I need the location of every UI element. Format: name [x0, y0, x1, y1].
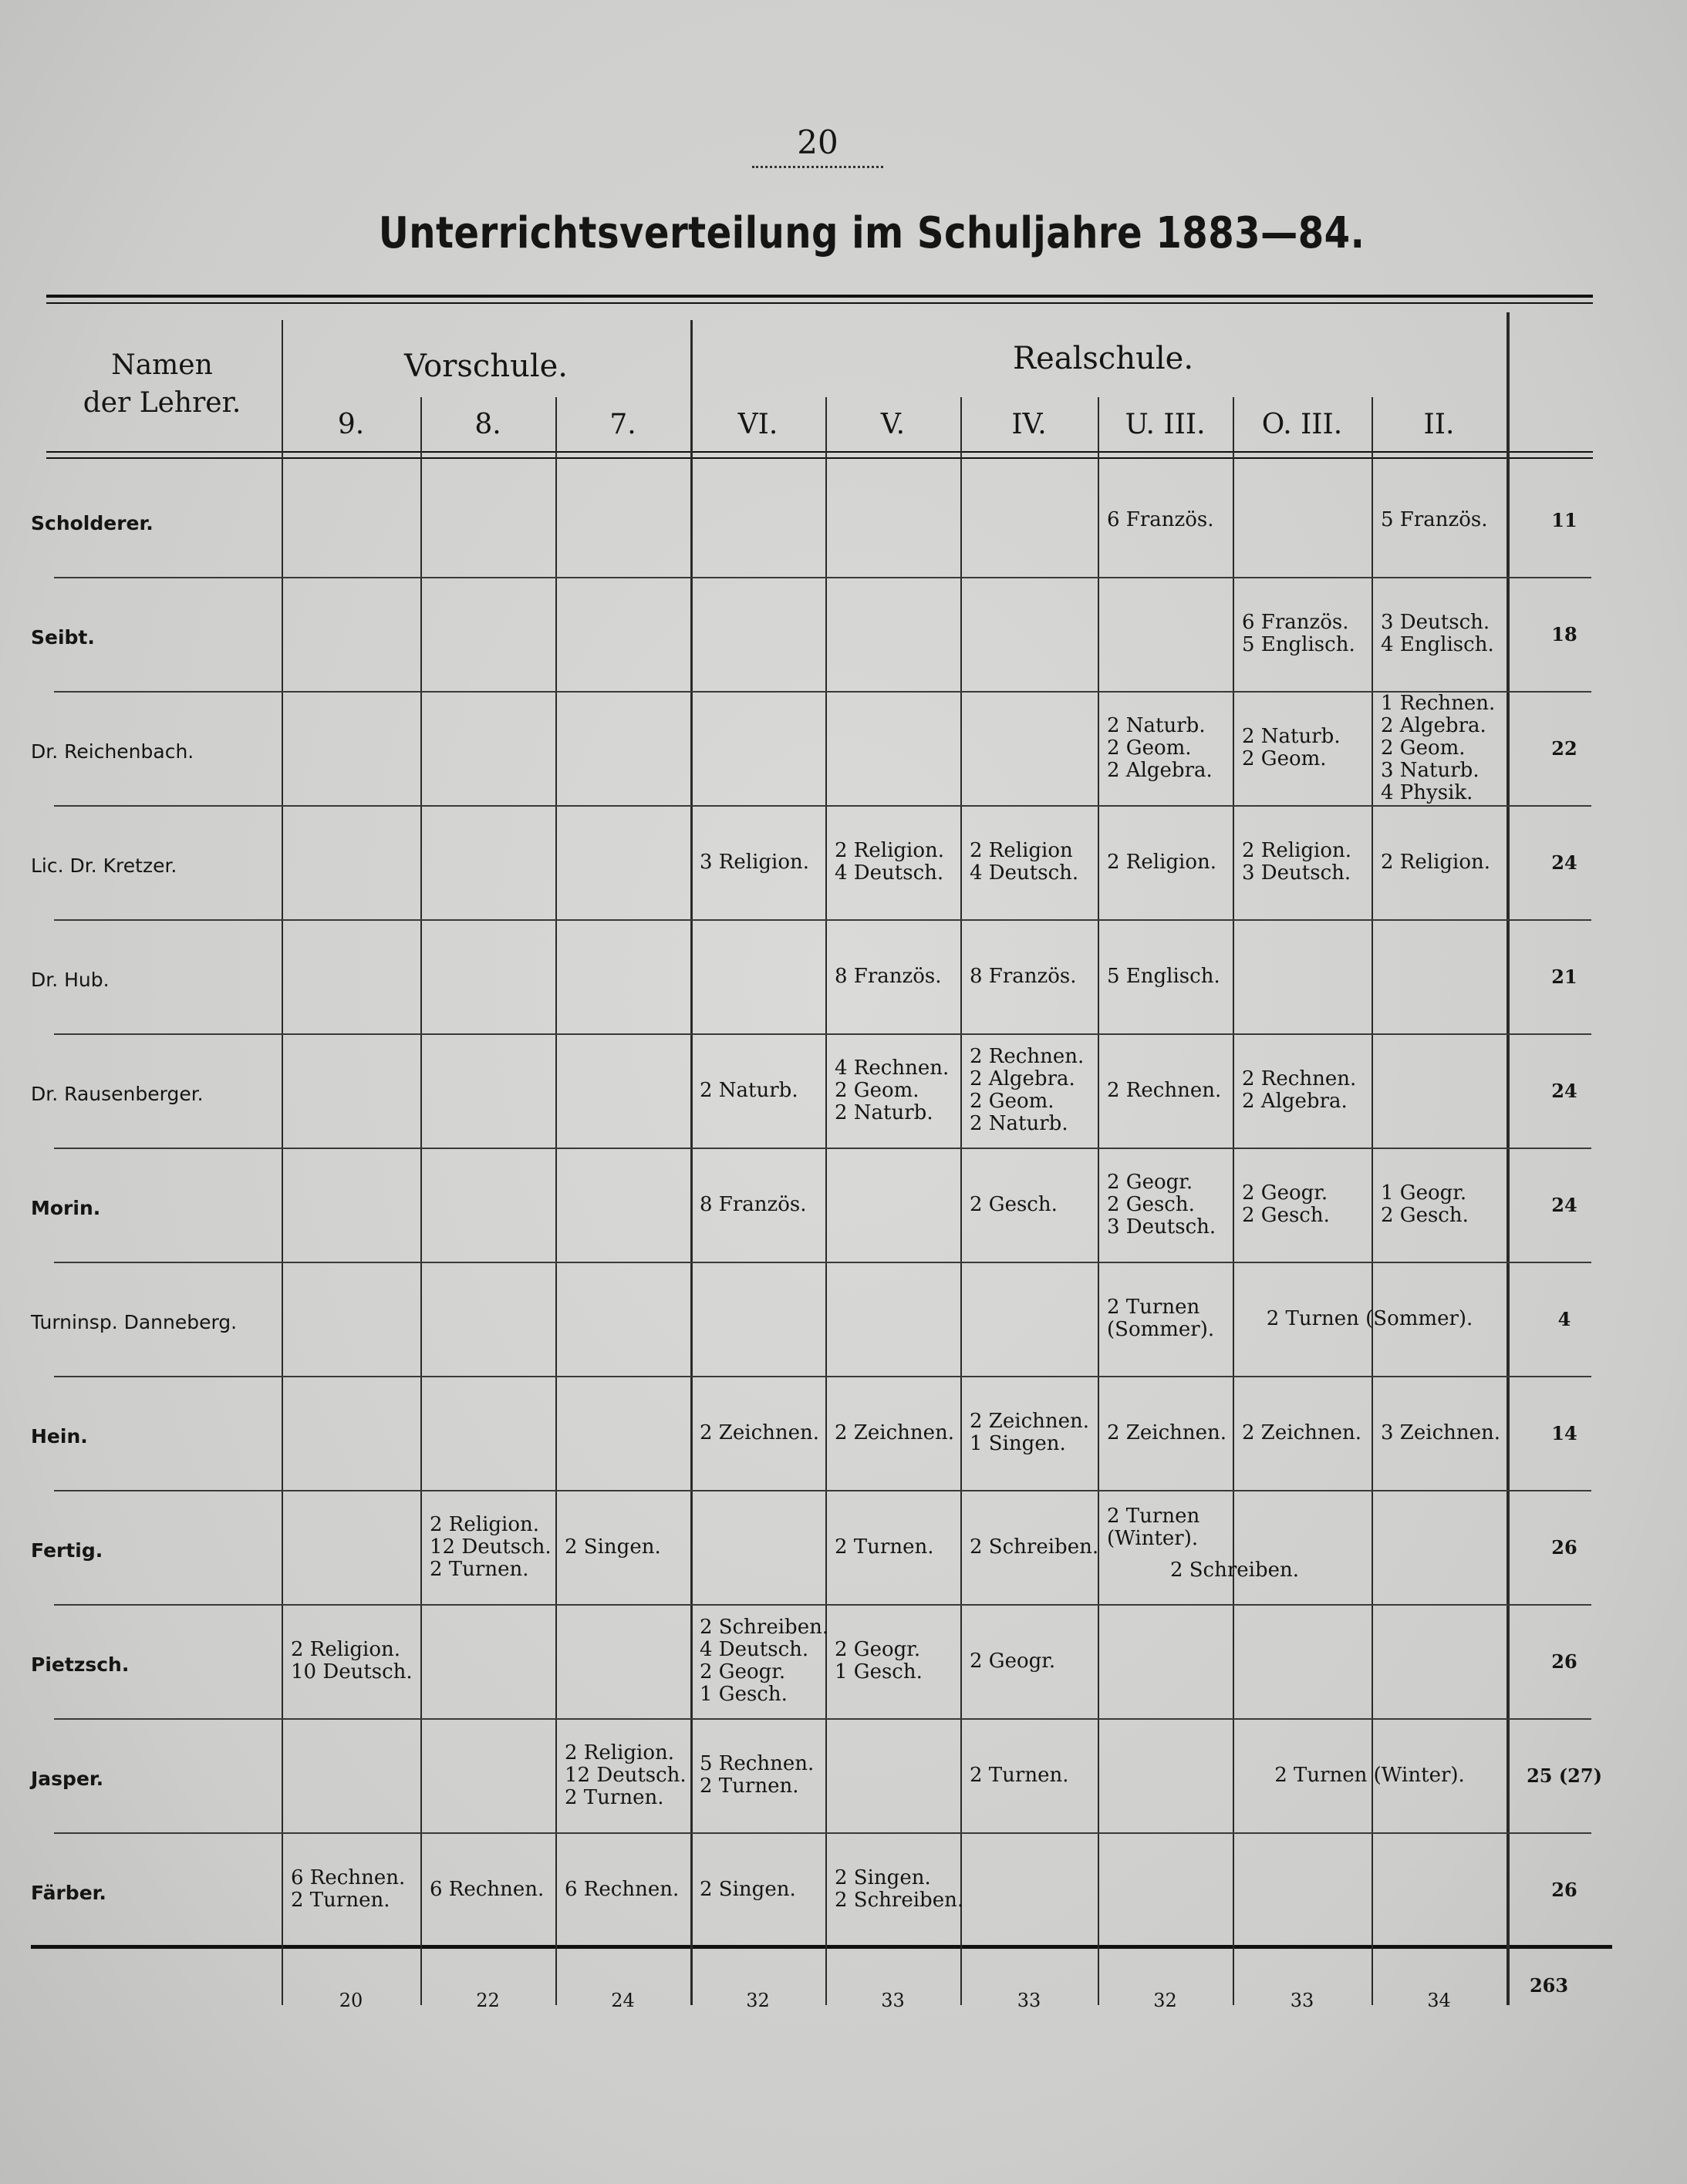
row-divider — [54, 919, 1591, 921]
cell-line: 5 Rechnen. — [700, 1752, 815, 1775]
cell-iv — [970, 1764, 1068, 1787]
cell-line: 2 Religion. — [1107, 850, 1217, 874]
cell-vi — [700, 1616, 828, 1706]
column-total-c9: 20 — [339, 1990, 363, 2011]
cell-line: 8 Französ. — [700, 1192, 807, 1216]
cell-oiii — [1242, 840, 1351, 885]
cell-v — [835, 1639, 923, 1684]
row-total: 4 — [1557, 1308, 1571, 1330]
cell-line: 2 Rechnen. — [970, 1045, 1085, 1068]
cell-line: 4 Rechnen. — [835, 1056, 950, 1080]
cell-vi — [700, 1194, 806, 1216]
row-total: 26 — [1551, 1650, 1577, 1673]
cell-line: 2 Geogr. — [1107, 1170, 1193, 1194]
cell-vi — [700, 1879, 796, 1901]
column-header-ii: II. — [1423, 409, 1455, 440]
column-header-c9: 9. — [337, 409, 365, 440]
cell-line: 3 Religion. — [700, 850, 810, 874]
cell-line: 2 Zeichnen. — [1107, 1421, 1227, 1444]
top-rule-thin — [46, 302, 1593, 304]
cell-uiii — [1107, 851, 1216, 874]
cell-line: 2 Singen. — [700, 1877, 796, 1901]
cell-line: 5 Englisch. — [1242, 633, 1355, 656]
cell-v — [835, 840, 944, 885]
cell-line: 6 Rechnen. — [430, 1877, 545, 1901]
cell-line: 5 Französ. — [1381, 507, 1488, 531]
cell-line: 2 Naturb. — [700, 1078, 798, 1102]
cell-line: 2 Singen. — [835, 1866, 931, 1889]
cell-line: 2 Geogr. — [1242, 1181, 1328, 1205]
cell-line: 2 Turnen. — [430, 1557, 529, 1581]
teacher-name: Fertig. — [31, 1539, 103, 1562]
cell-c8 — [430, 1879, 544, 1901]
cell-ii — [1381, 1422, 1500, 1444]
cell-line: 2 Zeichnen. — [700, 1421, 820, 1444]
cell-line: 2 Geogr. — [835, 1638, 921, 1661]
cell-line: 1 Gesch. — [835, 1660, 923, 1684]
column-total-uiii: 32 — [1153, 1990, 1177, 2011]
cell-line: 4 Englisch. — [1381, 633, 1494, 656]
cell-vi — [700, 1080, 798, 1102]
names-header — [46, 347, 278, 422]
cell-line: 4 Deutsch. — [835, 861, 944, 885]
row-total: 22 — [1551, 737, 1577, 760]
top-rule — [46, 295, 1593, 298]
column-total-iv: 33 — [1017, 1990, 1041, 2011]
row-divider — [54, 1604, 1591, 1606]
column-total-v: 33 — [881, 1990, 905, 2011]
teacher-name: Jasper. — [31, 1768, 104, 1790]
cell-c7 — [565, 1879, 679, 1901]
cell-line: 1 Geogr. — [1381, 1181, 1467, 1205]
cell-iv — [970, 840, 1078, 885]
cell-line: (Winter). — [1107, 1527, 1199, 1550]
teacher-name: Seibt. — [31, 626, 95, 649]
cell-line: 2 Religion. — [291, 1638, 401, 1661]
cell-line: 2 Turnen (Sommer). — [1266, 1306, 1473, 1330]
column-header-c7: 7. — [609, 409, 636, 440]
cell-line: (Sommer). — [1107, 1318, 1215, 1341]
vorschule-header: Vorschule. — [403, 349, 569, 384]
cell-line: 2 Turnen. — [565, 1785, 664, 1809]
cell-line: 2 Religion. — [1242, 839, 1352, 862]
cell-uiii — [1107, 1505, 1199, 1550]
cell-line: 2 Schreiben. — [835, 1889, 964, 1912]
grand-total: 263 — [1529, 1974, 1569, 1997]
column-divider — [1098, 397, 1099, 2005]
teacher-name: Lic. Dr. Kretzer. — [31, 854, 177, 877]
column-total-c8: 22 — [476, 1990, 500, 2011]
realschule-header: Realschule. — [1012, 341, 1194, 376]
cell-uiii — [1107, 509, 1213, 531]
cell-v — [835, 1057, 949, 1124]
cell-line: 2 Singen. — [565, 1535, 661, 1559]
cell-line: 2 Naturb. — [1107, 713, 1206, 737]
cell-c9 — [291, 1639, 413, 1684]
cell-line: 2 Geom. — [1242, 747, 1327, 770]
cell-line: 2 Gesch. — [1107, 1192, 1195, 1216]
cell-line: 12 Deutsch. — [565, 1763, 687, 1787]
page-number-ornament — [752, 166, 883, 168]
cell-line: 2 Geom. — [835, 1078, 919, 1102]
cell-oiii — [1242, 1182, 1330, 1227]
teacher-name: Dr. Rausenberger. — [31, 1083, 204, 1105]
cell-line: 6 Französ. — [1242, 611, 1349, 634]
cell-c8 — [430, 1514, 552, 1581]
cell-iv — [970, 1046, 1084, 1135]
teacher-name: Dr. Hub. — [31, 969, 110, 991]
merged-cell-oiii-ii — [1233, 1308, 1506, 1330]
cell-ii — [1381, 1182, 1469, 1227]
row-total: 26 — [1551, 1536, 1577, 1559]
row-total: 18 — [1551, 623, 1577, 645]
cell-line: 2 Religion. — [1381, 850, 1491, 874]
cell-line: 3 Deutsch. — [1107, 1215, 1216, 1239]
column-divider — [282, 320, 283, 2005]
cell-line: 2 Geom. — [1107, 736, 1192, 760]
cell-v — [835, 1536, 933, 1559]
column-header-uiii: U. III. — [1125, 409, 1206, 440]
cell-line: 2 Gesch. — [1381, 1204, 1469, 1227]
cell-oiii — [1242, 612, 1355, 656]
group-divider — [690, 320, 693, 2005]
cell-line: 2 Algebra. — [1381, 713, 1486, 737]
names-header-line1: Namen — [111, 349, 213, 381]
cell-line: 2 Religion. — [835, 839, 945, 862]
merged-cell-oiii-ii — [1233, 1764, 1506, 1787]
row-divider — [54, 1262, 1591, 1263]
cell-line: 3 Deutsch. — [1381, 611, 1490, 634]
row-total: 11 — [1551, 509, 1577, 531]
column-divider — [420, 397, 422, 2005]
cell-line: 2 Turnen — [1107, 1296, 1200, 1319]
cell-ii — [1381, 693, 1495, 804]
cell-line: 2 Schreiben. — [970, 1535, 1099, 1559]
cell-line: 2 Geogr. — [970, 1649, 1056, 1673]
row-total: 14 — [1551, 1422, 1577, 1444]
cell-line: 2 Zeichnen. — [970, 1410, 1090, 1433]
cell-vi — [700, 1753, 814, 1798]
total-column-divider — [1506, 312, 1510, 2005]
cell-line: 2 Religion — [970, 839, 1073, 862]
cell-line: 2 Rechnen. — [1107, 1078, 1222, 1102]
teacher-name: Morin. — [31, 1197, 101, 1219]
cell-v — [835, 966, 941, 988]
column-divider — [555, 397, 557, 2005]
row-total: 24 — [1551, 1194, 1577, 1216]
header-rule-thin — [46, 457, 1593, 459]
row-divider — [54, 1490, 1591, 1491]
row-total: 24 — [1551, 1080, 1577, 1102]
cell-line: 3 Naturb. — [1381, 758, 1479, 782]
cell-oiii — [1242, 1422, 1361, 1444]
cell-line: 2 Algebra. — [1107, 758, 1213, 782]
teacher-name: Dr. Reichenbach. — [31, 740, 194, 763]
cell-uiii — [1107, 1422, 1226, 1444]
cell-c9 — [291, 1867, 405, 1912]
cell-c7 — [565, 1536, 661, 1559]
teacher-name: Pietzsch. — [31, 1653, 130, 1676]
header-rule — [46, 451, 1593, 453]
row-divider — [54, 1832, 1591, 1834]
cell-line: 6 Französ. — [1107, 507, 1214, 531]
cell-line: 2 Turnen. — [835, 1535, 934, 1559]
cell-line: 4 Deutsch. — [700, 1638, 809, 1661]
cell-line: 3 Deutsch. — [1242, 861, 1351, 885]
cell-uiii — [1107, 966, 1220, 988]
column-header-iv: IV. — [1011, 409, 1047, 440]
cell-line: 2 Schreiben. — [700, 1616, 829, 1639]
cell-uiii — [1107, 715, 1213, 782]
names-header-line2: der Lehrer. — [83, 386, 241, 419]
row-total: 24 — [1551, 851, 1577, 874]
cell-vi — [700, 1422, 819, 1444]
column-divider — [960, 397, 962, 2005]
cell-line: 2 Gesch. — [970, 1192, 1058, 1216]
cell-c7 — [565, 1742, 687, 1809]
cell-line: 2 Algebra. — [1242, 1090, 1348, 1113]
cell-line: 1 Rechnen. — [1381, 691, 1496, 715]
cell-iv — [970, 1194, 1058, 1216]
row-divider — [54, 1033, 1591, 1035]
cell-line: 2 Turnen (Winter). — [1274, 1763, 1465, 1787]
column-header-oiii: O. III. — [1261, 409, 1343, 440]
teacher-name: Scholderer. — [31, 512, 154, 534]
row-divider — [54, 805, 1591, 807]
cell-line: 8 Französ. — [835, 964, 942, 988]
column-header-v: V. — [880, 409, 906, 440]
teacher-name: Hein. — [31, 1425, 88, 1448]
column-divider — [825, 397, 827, 2005]
cell-iv — [970, 1536, 1098, 1559]
column-header-vi: VI. — [737, 409, 778, 440]
row-total: 21 — [1551, 966, 1577, 988]
page-title: Unterrichtsverteilung im Schuljahre 1883—84. — [378, 208, 1365, 258]
row-divider — [54, 1718, 1591, 1720]
cell-oiii — [1242, 1068, 1356, 1113]
teacher-name: Turninsp. Danneberg. — [31, 1311, 238, 1333]
merged-cell-uiii-oiii — [1098, 1559, 1372, 1582]
row-total: 26 — [1551, 1879, 1577, 1901]
cell-line: 2 Schreiben. — [1169, 1558, 1300, 1582]
page-number: 20 — [797, 123, 838, 161]
cell-ii — [1381, 851, 1490, 874]
cell-line: 2 Geom. — [1381, 736, 1466, 760]
cell-ii — [1381, 612, 1494, 656]
cell-vi — [700, 851, 809, 874]
cell-line: 5 Englisch. — [1107, 964, 1220, 988]
cell-line: 2 Rechnen. — [1242, 1067, 1357, 1090]
cell-iv — [970, 1410, 1089, 1455]
cell-line: 1 Gesch. — [700, 1683, 788, 1706]
cell-line: 2 Turnen — [1107, 1505, 1200, 1528]
cell-line: 2 Gesch. — [1242, 1204, 1330, 1227]
cell-uiii — [1107, 1080, 1221, 1102]
column-total-oiii: 33 — [1290, 1990, 1314, 2011]
cell-line: 2 Turnen. — [700, 1775, 799, 1798]
cell-line: 2 Religion. — [430, 1512, 540, 1536]
column-header-c8: 8. — [474, 409, 501, 440]
cell-oiii — [1242, 726, 1341, 770]
row-divider — [54, 1376, 1591, 1377]
teacher-name: Färber. — [31, 1882, 106, 1904]
cell-line: 2 Zeichnen. — [835, 1421, 955, 1444]
cell-line: 2 Naturb. — [835, 1100, 933, 1124]
row-divider — [54, 577, 1591, 578]
cell-uiii — [1107, 1171, 1216, 1239]
cell-line: 4 Physik. — [1381, 780, 1473, 804]
cell-line: 2 Geogr. — [700, 1660, 786, 1684]
cell-line: 6 Rechnen. — [291, 1866, 406, 1889]
cell-line: 2 Turnen. — [291, 1889, 390, 1912]
cell-line: 2 Geom. — [970, 1090, 1054, 1113]
cell-line: 10 Deutsch. — [291, 1660, 413, 1684]
cell-line: 4 Deutsch. — [970, 861, 1079, 885]
cell-line: 2 Turnen. — [970, 1763, 1069, 1787]
cell-v — [835, 1422, 954, 1444]
cell-line: 2 Religion. — [565, 1741, 675, 1764]
row-divider — [54, 691, 1591, 693]
cell-line: 2 Algebra. — [970, 1067, 1075, 1090]
cell-line: 2 Naturb. — [1242, 725, 1341, 748]
bottom-rule — [31, 1945, 1612, 1949]
cell-line: 2 Naturb. — [970, 1112, 1068, 1135]
cell-iv — [970, 966, 1076, 988]
cell-line: 1 Singen. — [970, 1432, 1066, 1455]
cell-line: 3 Zeichnen. — [1381, 1421, 1501, 1444]
cell-line: 8 Französ. — [970, 964, 1077, 988]
cell-line: 2 Zeichnen. — [1242, 1421, 1362, 1444]
column-total-c7: 24 — [611, 1990, 635, 2011]
row-total: 25 (27) — [1527, 1764, 1602, 1787]
row-divider — [54, 1148, 1591, 1149]
cell-ii — [1381, 509, 1487, 531]
cell-uiii — [1107, 1296, 1214, 1341]
cell-line: 6 Rechnen. — [565, 1877, 680, 1901]
cell-v — [835, 1867, 963, 1912]
column-total-ii: 34 — [1427, 1990, 1451, 2011]
cell-line: 12 Deutsch. — [430, 1535, 552, 1559]
cell-iv — [970, 1650, 1055, 1673]
column-total-vi: 32 — [746, 1990, 770, 2011]
